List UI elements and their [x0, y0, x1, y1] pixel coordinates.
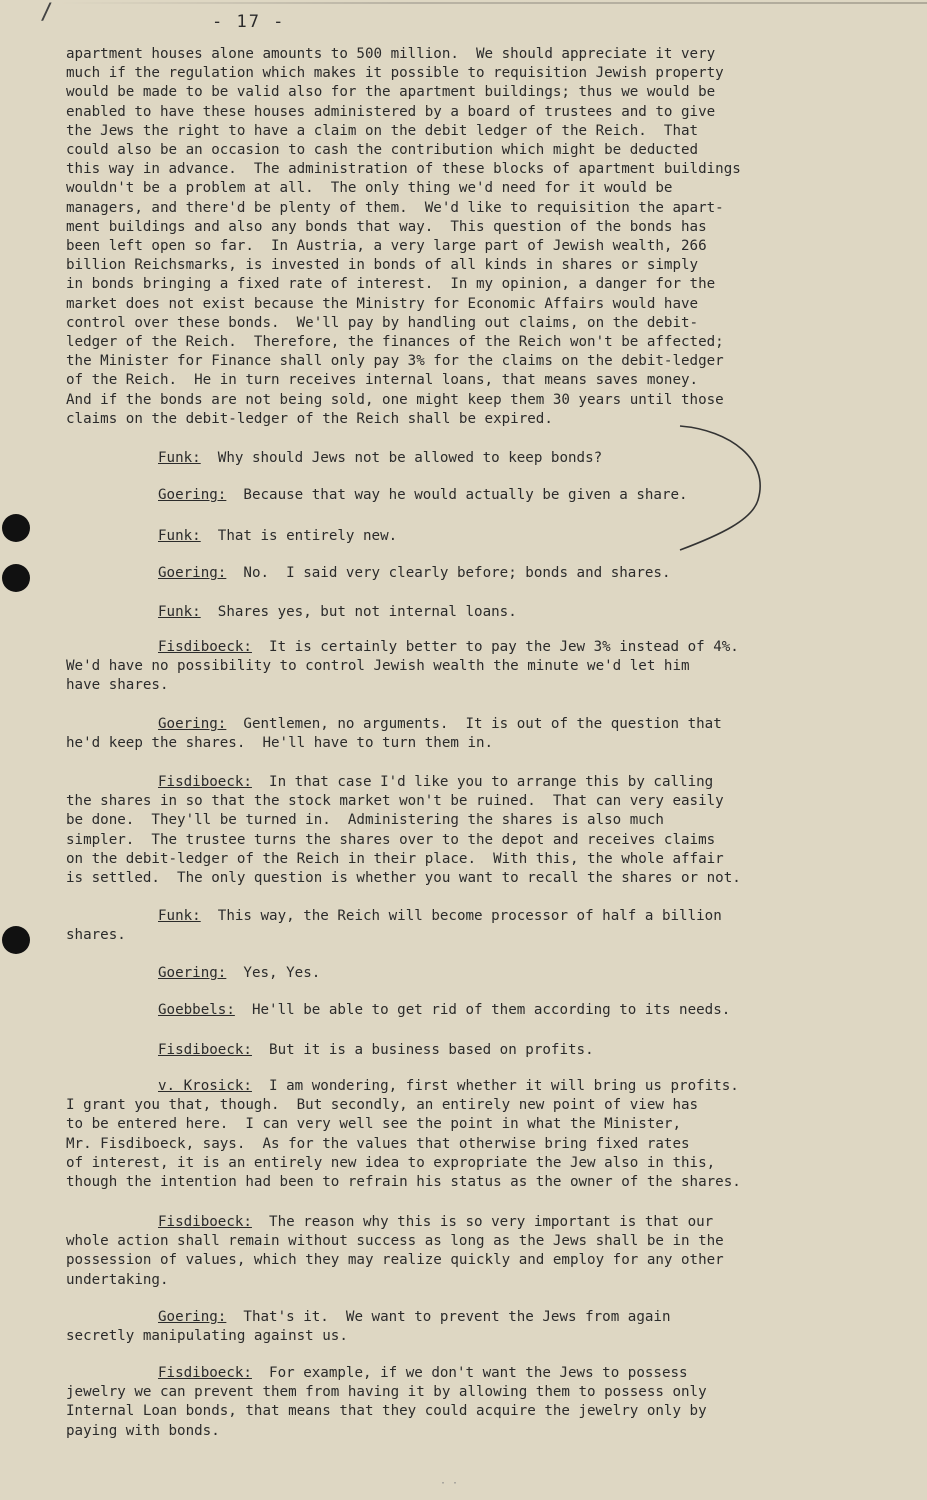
speech-text: That's it. We want to prevent the Jews from again: [226, 1309, 671, 1325]
text-line: would be made to be valid also for the apartment buildings; thus we would be: [66, 84, 716, 101]
text-line: wouldn't be a problem at all. The only thing we'd need for it would be: [66, 180, 673, 197]
text-line: have shares.: [66, 677, 169, 694]
text-line: [66, 964, 826, 983]
speech-text: Shares yes, but not internal loans.: [200, 604, 517, 620]
text-line: And if the bonds are not being sold, one might keep them 30 years until those: [66, 391, 724, 408]
dialogue-paragraph: [66, 527, 826, 546]
text-line: [66, 1077, 826, 1096]
bottom-edge-mark: · ·: [440, 1478, 459, 1489]
speech-text: But it is a business based on profits.: [251, 1042, 594, 1058]
speaker-name: Goering:: [158, 487, 227, 503]
speech-text: The reason why this is so very important is that our: [251, 1214, 714, 1230]
text-line: he'd keep the shares. He'll have to turn them in.: [66, 735, 494, 752]
text-line: though the intention had been to refrain his status as the owner of the shares.: [66, 1174, 741, 1191]
text-line: simpler. The trustee turns the shares over to the depot and receives claims: [66, 831, 716, 848]
text-line: is settled. The only question is whether you want to recall the shares or not.: [66, 870, 741, 887]
text-line: [66, 1001, 826, 1020]
text-line: [66, 564, 826, 583]
text-line: [66, 1041, 826, 1060]
speaker-name: Fisdiboeck:: [158, 774, 252, 790]
dialogue-paragraph: [66, 715, 826, 753]
text-line: be done. They'll be turned in. Administering the shares is also much: [66, 812, 664, 829]
text-line: Internal Loan bonds, that means that they could acquire the jewelry only by: [66, 1403, 707, 1420]
text-line: [66, 1213, 826, 1232]
text-line: [66, 1364, 826, 1383]
dialogue-paragraph: [66, 486, 826, 505]
speech-text: Why should Jews not be allowed to keep bonds?: [200, 450, 603, 466]
dialogue-paragraph: [66, 964, 826, 983]
text-line: ment buildings and also any bonds that way. This question of the bonds has: [66, 218, 707, 235]
text-line: on the debit-ledger of the Reich in their place. With this, the whole affair: [66, 850, 724, 867]
text-line: [66, 907, 826, 926]
speaker-name: Funk:: [158, 450, 201, 466]
speaker-name: Fisdiboeck:: [158, 639, 252, 655]
speech-text: He'll be able to get rid of them according to its needs.: [234, 1002, 731, 1018]
text-line: undertaking.: [66, 1271, 169, 1288]
text-line: ledger of the Reich. Therefore, the finances of the Reich won't be affected;: [66, 334, 724, 351]
page-number: - 17 -: [212, 12, 286, 32]
dialogue-paragraph: [66, 638, 826, 696]
text-line: Mr. Fisdiboeck, says. As for the values that otherwise bring fixed rates: [66, 1135, 690, 1152]
dialogue-paragraph: [66, 907, 826, 945]
speaker-name: Goering:: [158, 1309, 227, 1325]
binder-hole: [2, 514, 30, 542]
text-line: managers, and there'd be plenty of them. We'd like to requisition the apart-: [66, 199, 724, 216]
text-line: much if the regulation which makes it possible to requisition Jewish property: [66, 65, 724, 82]
text-line: [66, 715, 826, 734]
speaker-name: Goering:: [158, 965, 227, 981]
text-line: market does not exist because the Ministry for Economic Affairs would have: [66, 295, 699, 312]
speech-text: This way, the Reich will become processor of half a billion: [200, 908, 722, 924]
speech-text: Yes, Yes.: [226, 965, 321, 981]
text-line: of interest, it is an entirely new idea to expropriate the Jew also in this,: [66, 1154, 716, 1171]
text-line: [66, 773, 826, 792]
text-line: I grant you that, though. But secondly, an entirely new point of view has: [66, 1097, 699, 1114]
speaker-name: Goering:: [158, 565, 227, 581]
dialogue-paragraph: [66, 449, 826, 468]
speech-text: I am wondering, first whether it will bring us profits.: [251, 1078, 739, 1094]
dialogue-paragraph: [66, 773, 826, 888]
text-line: to be entered here. I can very well see the point in what the Minister,: [66, 1116, 681, 1133]
margin-pencil-mark: /: [40, 0, 54, 25]
dialogue-paragraph: [66, 564, 826, 583]
text-line: shares.: [66, 927, 126, 944]
text-line: the Minister for Finance shall only pay 3% for the claims on the debit-ledger: [66, 353, 724, 370]
text-line: control over these bonds. We'll pay by handling out claims, on the debit-: [66, 314, 699, 331]
text-line: [66, 449, 826, 468]
text-line: this way in advance. The administration of these blocks of apartment buildings: [66, 161, 741, 178]
text-line: [66, 486, 826, 505]
speaker-name: Funk:: [158, 908, 201, 924]
speaker-name: Funk:: [158, 528, 201, 544]
text-line: enabled to have these houses administered by a board of trustees and to give: [66, 103, 716, 120]
dialogue-paragraph: [66, 1001, 826, 1020]
speaker-name: Fisdiboeck:: [158, 1214, 252, 1230]
speaker-name: Fisdiboeck:: [158, 1365, 252, 1381]
text-line: [66, 603, 826, 622]
text-line: secretly manipulating against us.: [66, 1328, 348, 1345]
text-line: been left open so far. In Austria, a very large part of Jewish wealth, 266: [66, 238, 707, 255]
dialogue-paragraph: [66, 1077, 826, 1192]
text-line: [66, 527, 826, 546]
dialogue-paragraph: [66, 1041, 826, 1060]
text-line: of the Reich. He in turn receives internal loans, that means saves money.: [66, 372, 699, 389]
text-line: [66, 1308, 826, 1327]
speech-text: Gentlemen, no arguments. It is out of the question that: [226, 716, 722, 732]
speech-text: No. I said very clearly before; bonds and shares.: [226, 565, 671, 581]
text-line: paying with bonds.: [66, 1422, 220, 1439]
text-line: whole action shall remain without success as long as the Jews shall be in the: [66, 1233, 724, 1250]
speech-text: For example, if we don't want the Jews to possess: [251, 1365, 688, 1381]
binder-hole: [2, 564, 30, 592]
text-line: could also be an occasion to cash the contribution which might be deducted: [66, 142, 699, 159]
speaker-name: v. Krosick:: [158, 1078, 252, 1094]
top-edge-rule: [60, 2, 927, 4]
speaker-name: Funk:: [158, 604, 201, 620]
speaker-name: Goering:: [158, 716, 227, 732]
dialogue-paragraph: [66, 1213, 826, 1290]
speech-text: Because that way he would actually be given a share.: [226, 487, 688, 503]
text-line: We'd have no possibility to control Jewish wealth the minute we'd let him: [66, 658, 690, 675]
text-paragraph: [66, 45, 826, 429]
speech-text: It is certainly better to pay the Jew 3% instead of 4%.: [251, 639, 739, 655]
text-line: the shares in so that the stock market won't be ruined. That can very easily: [66, 793, 724, 810]
dialogue-paragraph: [66, 1364, 826, 1441]
dialogue-paragraph: [66, 603, 826, 622]
text-line: the Jews the right to have a claim on the debit ledger of the Reich. That: [66, 122, 699, 139]
binder-hole: [2, 926, 30, 954]
speech-text: That is entirely new.: [200, 528, 398, 544]
text-line: [66, 638, 826, 657]
dialogue-paragraph: [66, 1308, 826, 1346]
text-line: in bonds bringing a fixed rate of interest. In my opinion, a danger for the: [66, 276, 716, 293]
text-line: apartment houses alone amounts to 500 million. We should appreciate it very: [66, 46, 716, 62]
text-line: possession of values, which they may realize quickly and employ for any other: [66, 1252, 724, 1269]
speaker-name: Fisdiboeck:: [158, 1042, 252, 1058]
speech-text: In that case I'd like you to arrange this by calling: [251, 774, 714, 790]
speaker-name: Goebbels:: [158, 1002, 235, 1018]
text-line: claims on the debit-ledger of the Reich shall be expired.: [66, 410, 553, 427]
text-line: billion Reichsmarks, is invested in bonds of all kinds in shares or simply: [66, 257, 699, 274]
text-line: jewelry we can prevent them from having it by allowing them to possess only: [66, 1384, 707, 1401]
